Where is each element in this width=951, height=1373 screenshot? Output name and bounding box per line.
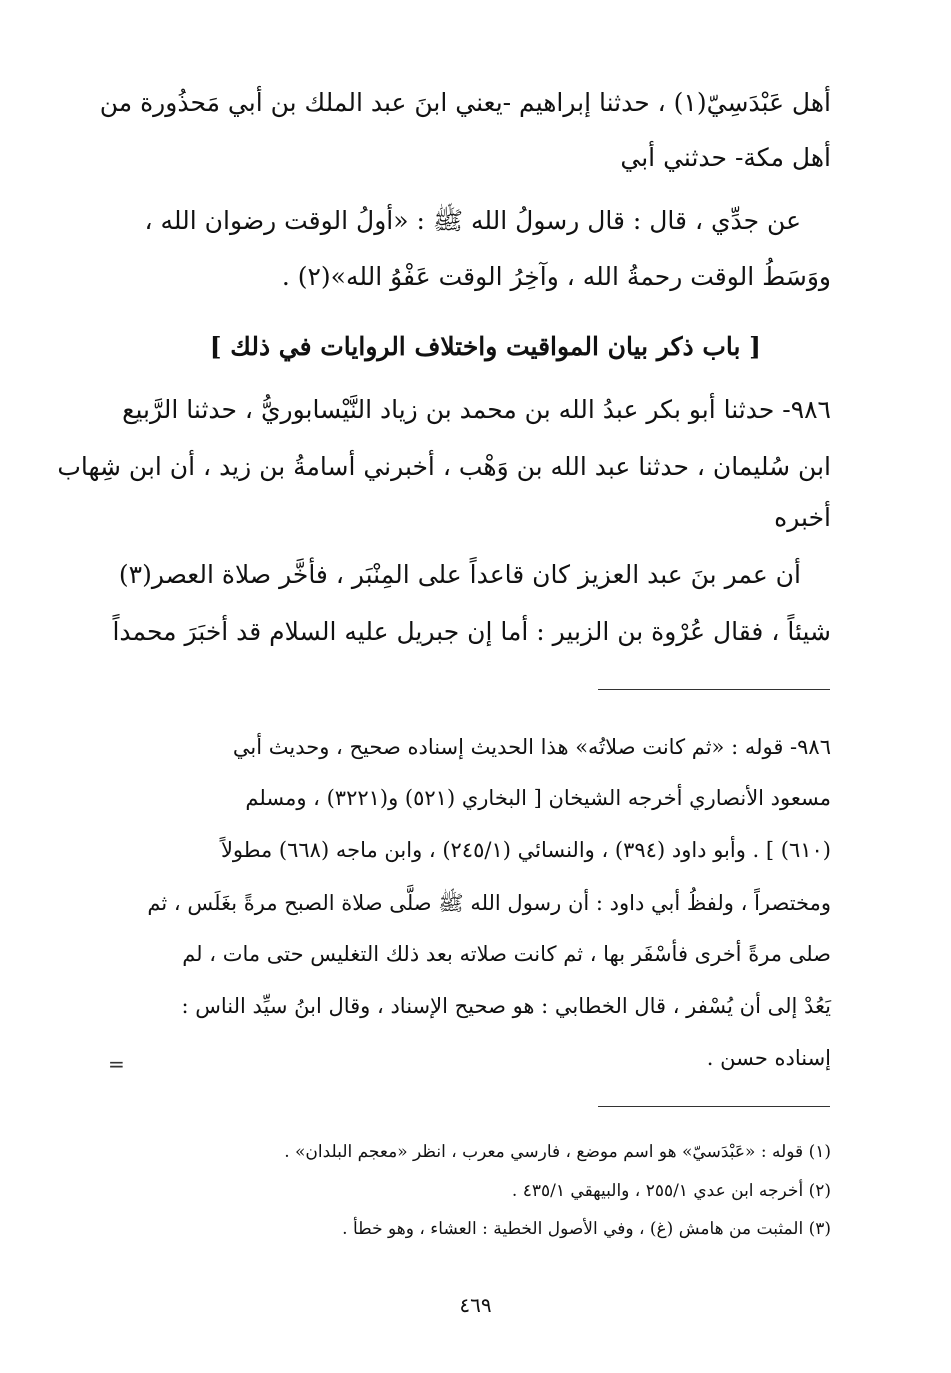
main-text-line: ابن سُليمان ، حدثنا عبد الله بن وَهْب ، أخبرني أسامةُ بن زيد ، أن ابن شِهاب (57, 452, 831, 481)
commentary-line: (٦١٠) ] . وأبو داود (٣٩٤) ، والنسائي (٢٤٥/١) ، وابن ماجه (٦٦٨) مطولاً (220, 838, 831, 862)
section-heading: [ باب ذكر بيان المواقيت واختلاف الروايات في ذلك ] (209, 332, 761, 361)
commentary-line: ومختصراً ، ولفظُ أبي داود : أن رسول الله ﷺ صلَّى صلاة الصبح مرةً بغَلَس ، ثم (147, 891, 831, 915)
main-text-line: ووَسَطُ الوقت رحمةُ الله ، وآخِرُ الوقت عَفْوُ الله»(٢) . (281, 262, 831, 291)
main-text-line: شيئاً ، فقال عُرْوة بن الزبير : أما إن جبريل عليه السلام قد أخبَرَ محمداً (112, 617, 831, 646)
commentary-line: يَعُدْ إلى أن يُسْفر ، قال الخطابي : هو صحيح الإسناد ، وقال ابنُ سيِّد الناس : (181, 994, 831, 1018)
continuation-mark: = (108, 1052, 125, 1076)
commentary-separator (598, 689, 830, 690)
commentary-line: مسعود الأنصاري أخرجه الشيخان [ البخاري (٥٢١) و(٣٢٢١) ، ومسلم (245, 786, 831, 810)
footnote: (٣) المثبت من هامش (غ) ، وفي الأصول الخطية : العشاء ، وهو خطأ . (342, 1219, 831, 1239)
commentary-line: صلى مرةً أخرى فأسْفَر بها ، ثم كانت صلاته بعد ذلك التغليس حتى مات ، لم (182, 942, 831, 966)
commentary-line: ٩٨٦- قوله : «ثم كانت صلاتُه» هذا الحديث إسناده صحيح ، وحديث أبي (232, 735, 831, 759)
main-text-line: أن عمر بنَ عبد العزيز كان قاعداً على المِنْبَر ، فأخَّر صلاة العصر(٣) (118, 560, 801, 589)
main-text-line: عن جدِّي ، قال : قال رسولُ الله ﷺ : «أولُ الوقت رضوان الله ، (144, 206, 801, 235)
footnote: (٢) أخرجه ابن عدي ٢٥٥/١ ، والبيهقي ٤٣٥/١ . (511, 1181, 831, 1201)
footnote: (١) قوله : «عَبْدَسيّ» هو اسم موضع ، فارسي معرب ، انظر «معجم البلدان» . (284, 1142, 831, 1162)
main-text-line: أخبره (774, 503, 831, 532)
main-text-line: أهل مكة- حدثني أبي (620, 143, 831, 172)
commentary-line: إسناده حسن . (706, 1046, 831, 1070)
page-number: ٤٦٩ (459, 1293, 492, 1317)
main-text-line: أهل عَبْدَسِيّ(١) ، حدثنا إبراهيم -يعني ابنَ عبد الملك بن أبي مَحذُورة من (99, 88, 831, 117)
main-text-line: ٩٨٦- حدثنا أبو بكر عبدُ الله بن محمد بن زياد النَّيْسابوريُّ ، حدثنا الرَّبيع (122, 395, 831, 424)
footnote-separator (598, 1106, 830, 1107)
